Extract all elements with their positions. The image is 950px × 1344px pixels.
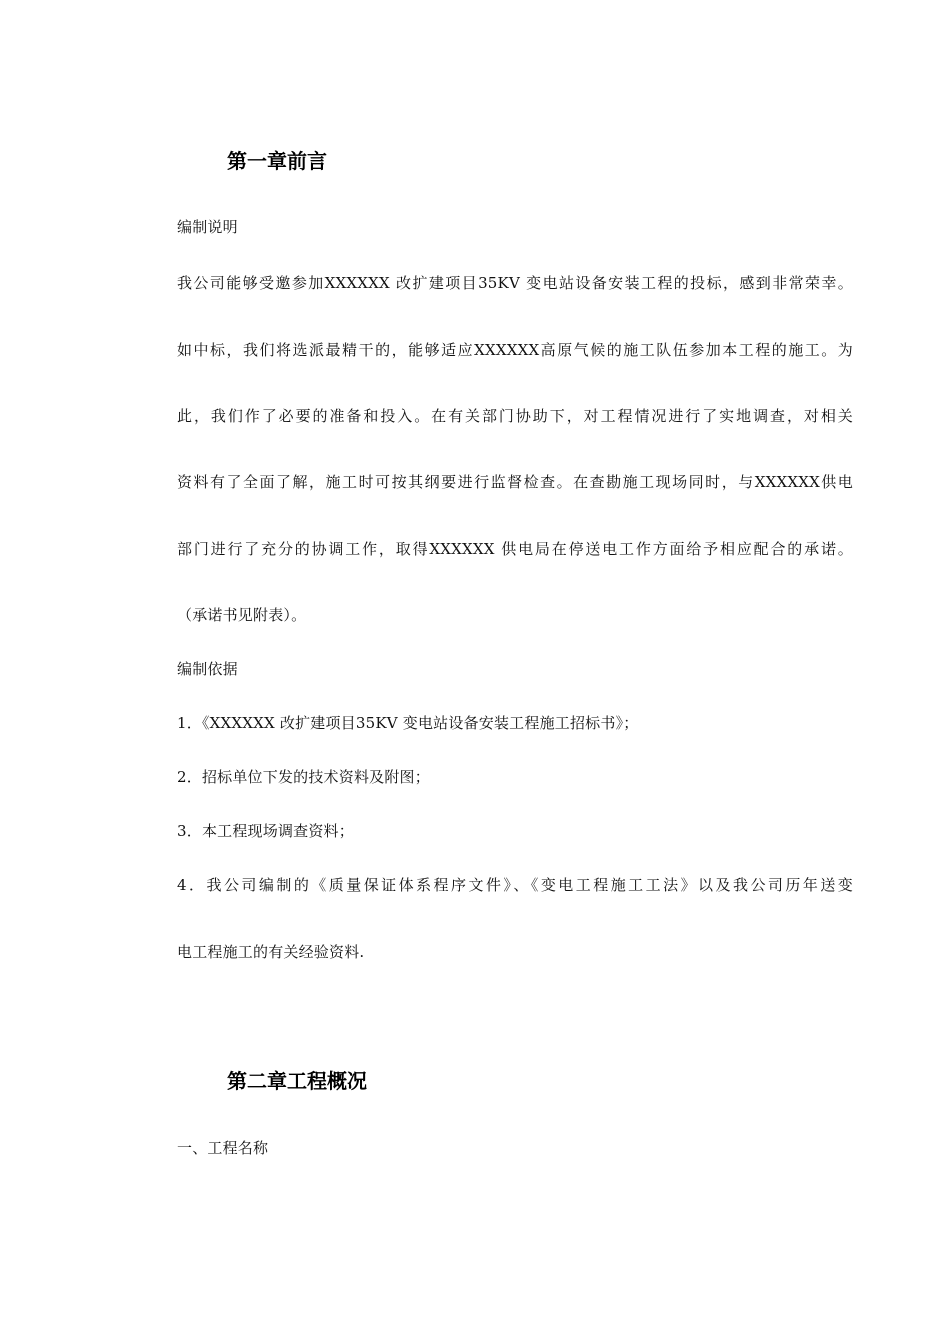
paragraph-line: 此，我们作了必要的准备和投入。在有关部门协助下，对工程情况进行了实地调查，对相关: [177, 407, 853, 425]
section-heading-compilation-notes: 编制说明: [177, 218, 238, 236]
list-item: 1．《XXXXXX 改扩建项目35KV 变电站设备安装工程施工招标书》；: [177, 714, 639, 732]
list-item: 2．招标单位下发的技术资料及附图；: [177, 768, 430, 786]
section-heading-project-name: 一、工程名称: [177, 1139, 269, 1157]
paragraph-line: 资料有了全面了解，施工时可按其纲要进行监督检查。在查勘施工现场同时，与XXXXXX供电: [177, 473, 853, 491]
paragraph-line: （承诺书见附表）。: [177, 606, 307, 624]
list-item: 4．我公司编制的《质量保证体系程序文件》、《变电工程施工工法》以及我公司历年送变: [177, 876, 853, 894]
paragraph-line: 我公司能够受邀参加XXXXXX 改扩建项目35KV 变电站设备安装工程的投标，感到非常荣幸。: [177, 274, 853, 292]
list-item: 3．本工程现场调查资料；: [177, 822, 354, 840]
paragraph-line: 部门进行了充分的协调工作，取得XXXXXX 供电局在停送电工作方面给予相应配合的承诺。: [177, 540, 853, 558]
paragraph-line: 如中标，我们将选派最精干的，能够适应XXXXXX高原气候的施工队伍参加本工程的施工。为: [177, 341, 853, 359]
chapter-2-title: 第二章工程概况: [227, 1069, 367, 1093]
list-item-continuation: 电工程施工的有关经验资料.: [177, 943, 365, 961]
section-heading-compilation-basis: 编制依据: [177, 660, 238, 678]
chapter-1-title: 第一章前言: [227, 149, 327, 173]
